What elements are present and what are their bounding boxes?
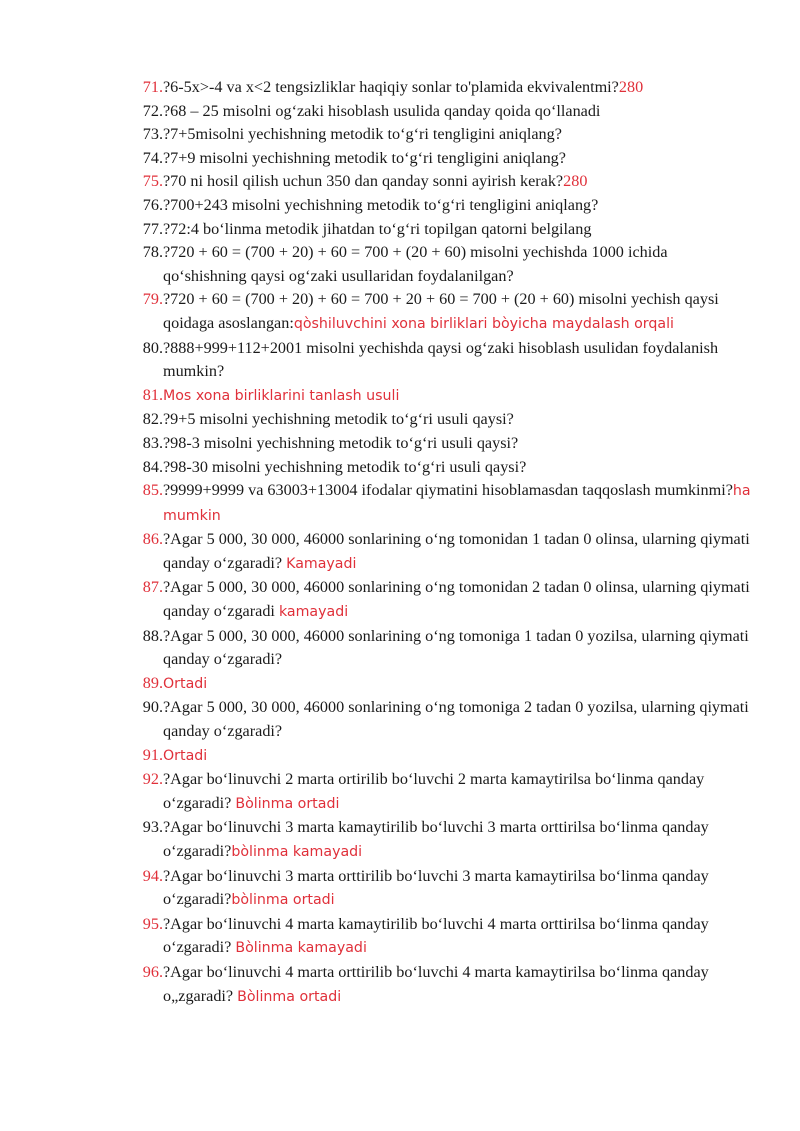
question-number: 76. (142, 195, 163, 214)
question-content (163, 288, 753, 336)
question-text: ?7+9 misolni yechishning metodik to‘g‘ri tengligini aniqlang? (163, 148, 566, 167)
list-item (0, 408, 800, 432)
question-text: ?70 ni hosil qilish uchun 350 dan qanday sonni ayirish kerak? (163, 172, 564, 191)
question-content (163, 432, 753, 456)
question-content (163, 744, 753, 769)
list-item (0, 76, 800, 100)
answer-text: ha mumkin (163, 483, 751, 524)
question-text: ?Agar 5 000, 30 000, 46000 sonlarining o‘ng tomonidan 1 tadan 0 olinsa, ularning qiymati qanday o‘zgaradi? (163, 530, 750, 572)
list-item (0, 384, 800, 409)
question-content (163, 337, 753, 384)
list-item (0, 528, 800, 576)
question-number: 78. (142, 243, 163, 262)
answer-text: kamayadi (278, 604, 349, 621)
answer-text: Bòlinma kamayadi (235, 940, 367, 957)
question-content (163, 218, 753, 242)
question-content (163, 672, 753, 697)
answer-text: Ortadi (163, 747, 208, 764)
list-item (0, 218, 800, 242)
question-text: ?Agar bo‘linuvchi 3 marta kamaytirilib bo‘luvchi 3 marta orttirilsa bo‘linma qanday o‘zgaradi? (163, 818, 709, 860)
list-item (0, 625, 800, 672)
question-content (163, 123, 753, 147)
list-item (0, 576, 800, 624)
answer-text: Mos xona birliklarini tanlash usuli (163, 387, 400, 404)
question-text: ?98-3 misolni yechishning metodik to‘g‘ri usuli qaysi? (163, 433, 519, 452)
question-number: 79. (142, 290, 163, 309)
question-content (163, 696, 753, 743)
question-number: 82. (142, 410, 163, 429)
question-number: 88. (142, 626, 163, 645)
answer-text: Kamayadi (286, 555, 357, 572)
question-content (163, 768, 753, 816)
question-number: 85. (142, 481, 163, 500)
list-item (0, 456, 800, 480)
question-text: ?Agar 5 000, 30 000, 46000 sonlarining o‘ng tomonidan 2 tadan 0 olinsa, ularning qiymati qanday o‘zgaradi (163, 578, 750, 621)
answer-text: Bòlinma ortadi (237, 988, 342, 1005)
question-number: 90. (142, 698, 163, 717)
question-text: ?72:4 bo‘linma metodik jihatdan to‘g‘ri topilgan qatorni belgilang (163, 219, 592, 238)
question-number: 80. (142, 338, 163, 357)
question-number: 83. (142, 433, 163, 452)
question-text: ?720 + 60 = (700 + 20) + 60 = 700 + 20 + 60 = 700 + (20 + 60) misolni yechish qaysi qoidaga asoslangan: (163, 290, 719, 332)
question-content (163, 576, 753, 624)
question-text: ?Agar bo‘linuvchi 4 marta kamaytirilib bo‘luvchi 4 marta orttirilsa bo‘linma qanday o‘zgaradi? (163, 914, 709, 957)
list-item (0, 337, 800, 384)
question-content (163, 170, 753, 194)
question-number: 86. (142, 530, 163, 549)
question-text: ?700+243 misolni yechishning metodik to‘g‘ri tengligini aniqlang? (163, 195, 599, 214)
question-content (163, 816, 753, 864)
list-item (0, 672, 800, 697)
list-item (0, 696, 800, 743)
question-number: 75. (142, 172, 163, 191)
question-text: ?68 – 25 misolni og‘zaki hisoblash usulida qanday qoida qo‘llanadi (163, 101, 601, 120)
question-number: 93. (142, 818, 163, 837)
question-number: 77. (142, 219, 163, 238)
question-content (163, 76, 753, 100)
question-text: ?720 + 60 = (700 + 20) + 60 = 700 + (20 + 60) misolni yechishda 1000 ichida qo‘shishning qaysi og‘zaki usullaridan foydalanilgan? (163, 243, 668, 285)
list-item (0, 100, 800, 124)
question-content (163, 100, 753, 124)
list-item (0, 170, 800, 194)
question-content (163, 384, 753, 409)
question-number: 91. (142, 745, 163, 764)
list-item (0, 288, 800, 336)
question-text: ?888+999+112+2001 misolni yechishda qaysi og‘zaki hisoblash usulidan foydalanish mumkin? (163, 338, 719, 381)
question-number: 72. (142, 101, 163, 120)
question-text: ?6-5x>-4 va x<2 tengsizliklar haqiqiy sonlar to'plamida ekvivalentmi? (163, 78, 619, 96)
question-content (163, 479, 753, 528)
list-item (0, 241, 800, 288)
question-number: 71. (142, 78, 163, 96)
list-item (0, 194, 800, 218)
question-number: 81. (142, 385, 163, 404)
question-number: 95. (142, 914, 163, 933)
question-number: 96. (142, 962, 163, 981)
list-item (0, 744, 800, 769)
question-content (163, 528, 753, 576)
question-number: 92. (142, 770, 163, 789)
question-content (163, 194, 753, 218)
list-item (0, 432, 800, 456)
question-number: 94. (142, 866, 163, 885)
answer-text: bòlinma ortadi (231, 892, 335, 909)
question-content (163, 241, 753, 288)
question-number: 89. (142, 673, 163, 692)
question-text: ?9+5 misolni yechishning metodik to‘g‘ri usuli qaysi? (163, 410, 514, 429)
question-number: 74. (142, 148, 163, 167)
list-item (0, 147, 800, 171)
question-text: ?Agar bo‘linuvchi 4 marta orttirilib bo‘luvchi 4 marta kamaytirilsa bo‘linma qanday o„zgaradi? (163, 962, 709, 1005)
question-text: ?Agar bo‘linuvchi 2 marta ortirilib bo‘luvchi 2 marta kamaytirilsa bo‘linma qanday o‘zgaradi? (163, 770, 705, 812)
list-item (0, 913, 800, 961)
answer-text: Ortadi (163, 675, 208, 692)
question-number: 87. (142, 578, 163, 597)
answer-text: qòshiluvchini xona birliklari bòyicha maydalash orqali (293, 315, 674, 332)
question-text: ?Agar 5 000, 30 000, 46000 sonlarining o‘ng tomoniga 1 tadan 0 yozilsa, ularning qiymati qanday o‘zgaradi? (163, 626, 749, 669)
question-text: ?7+5misolni yechishning metodik to‘g‘ri tengligini aniqlang? (163, 125, 562, 144)
question-number: 84. (142, 457, 163, 476)
question-content (163, 408, 753, 432)
list-item (0, 865, 800, 913)
question-text: ?Agar 5 000, 30 000, 46000 sonlarining o‘ng tomoniga 2 tadan 0 yozilsa, ularning qiymati qanday o‘zgaradi? (163, 698, 749, 741)
list-item (0, 123, 800, 147)
question-number: 73. (142, 125, 163, 144)
list-item (0, 479, 800, 528)
question-text: ?Agar bo‘linuvchi 3 marta orttirilib bo‘luvchi 3 marta kamaytirilsa bo‘linma qanday o‘zgaradi? (163, 866, 709, 909)
list-item (0, 768, 800, 816)
answer-text: 280 (563, 172, 588, 191)
list-item (0, 816, 800, 864)
question-content (163, 147, 753, 171)
question-text: ?9999+9999 va 63003+13004 ifodalar qiymatini hisoblamasdan taqqoslash mumkinmi? (163, 481, 733, 500)
question-content (163, 625, 753, 672)
question-text: ?98-30 misolni yechishning metodik to‘g‘ri usuli qaysi? (163, 457, 527, 476)
question-content (163, 456, 753, 480)
answer-text: Bòlinma ortadi (235, 795, 340, 812)
question-content (163, 913, 753, 961)
question-list (0, 76, 800, 1009)
answer-text: 280 (618, 78, 644, 96)
question-content (163, 961, 753, 1009)
question-content (163, 865, 753, 913)
list-item (0, 961, 800, 1009)
answer-text: bòlinma kamayadi (231, 844, 363, 860)
